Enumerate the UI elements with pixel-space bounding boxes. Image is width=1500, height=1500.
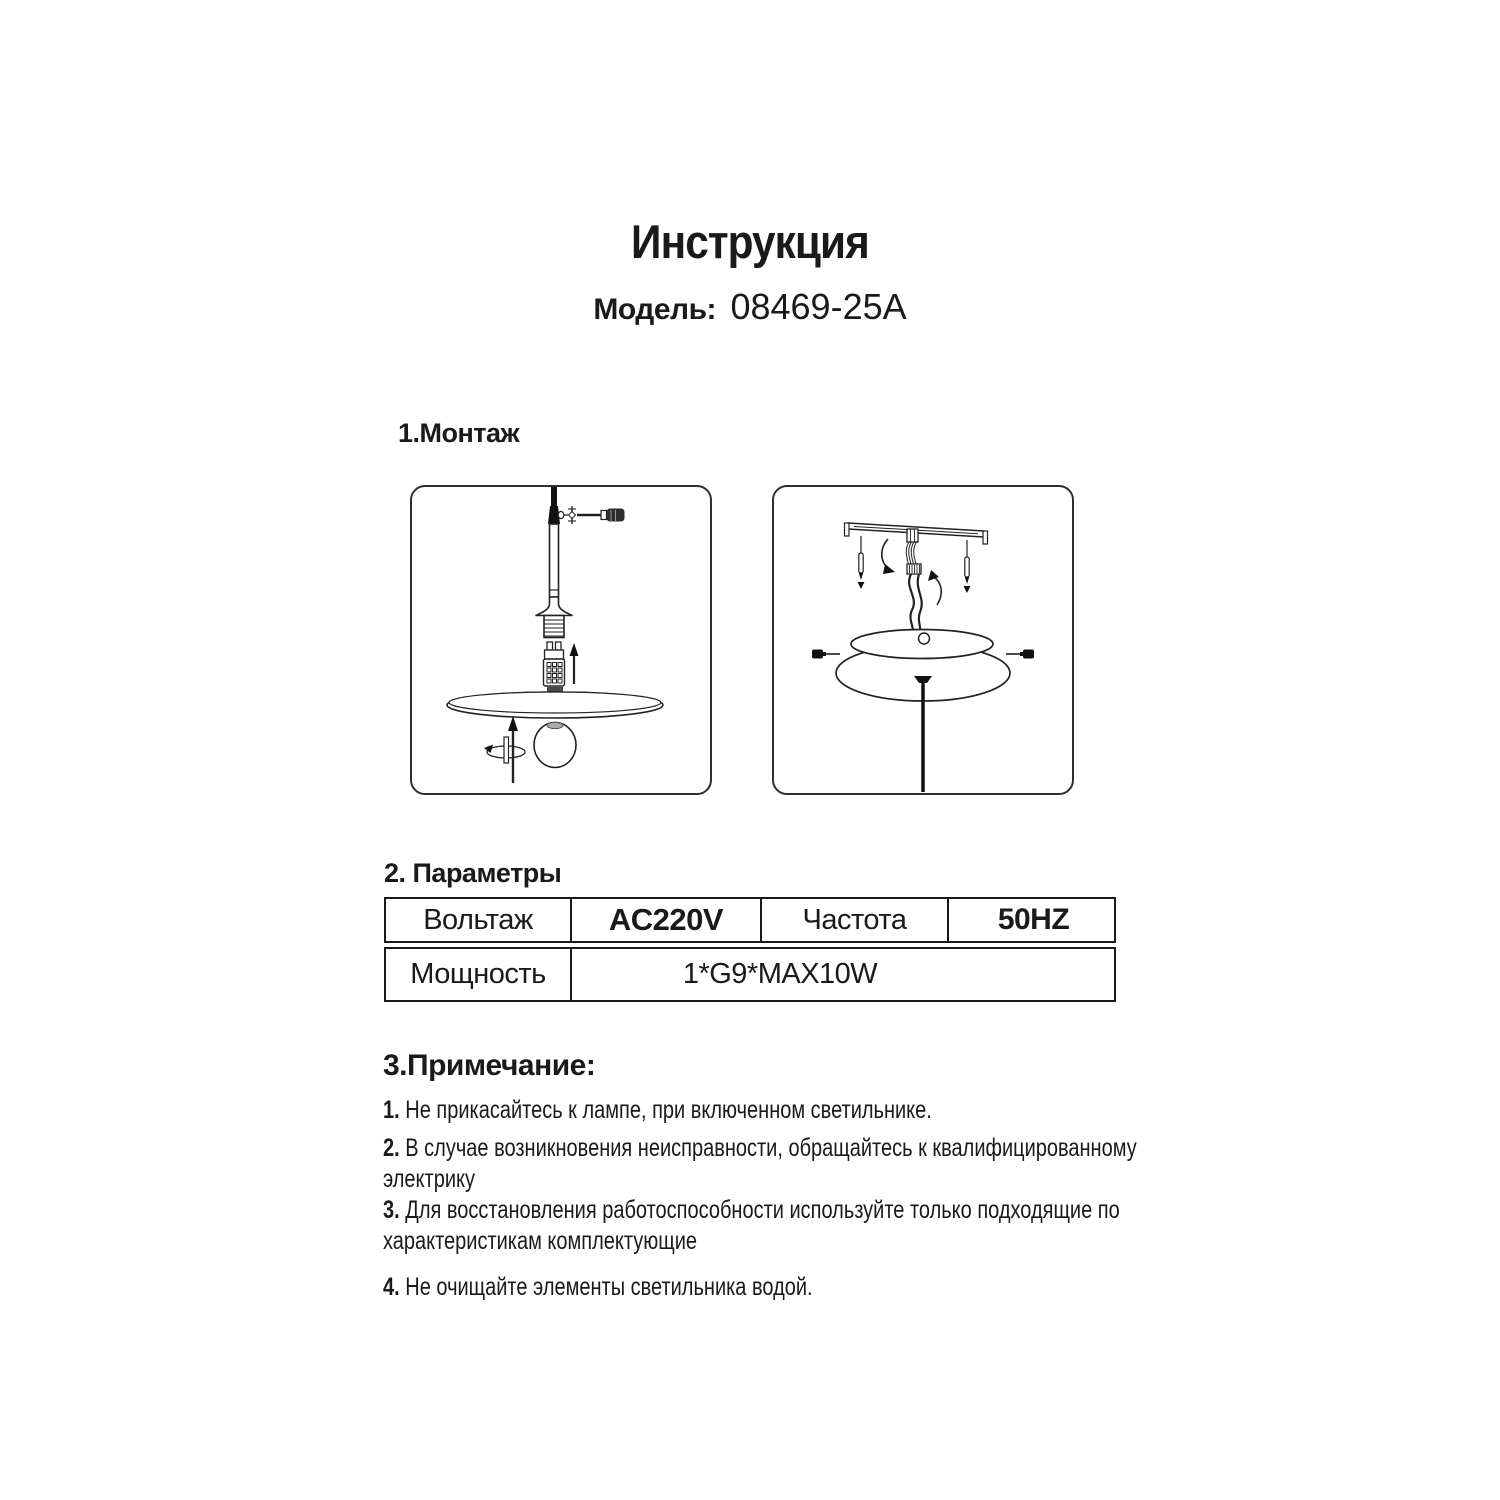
lampshade-disc [447,687,663,718]
ceiling-bracket [845,523,988,544]
note-line [383,1133,1137,1164]
pendant-assembly-diagram [410,485,712,795]
wires [906,542,921,631]
notes-section [383,1048,1183,1303]
lift-wire-arrow-icon [928,570,941,605]
voltage-label-cell: Вольтаж [423,903,533,936]
params-table-row-2 [384,947,1116,1002]
note-number: 2. [383,1134,400,1162]
twist-up-arrow-icon [508,716,518,783]
model-label: Модель: [593,293,717,326]
page-title: Инструкция [631,215,869,268]
model-line [0,286,1500,328]
note-item-3 [383,1195,1183,1257]
canopy-mounting-drawing [774,487,1072,793]
section-heading-montage: 1.Монтаж [398,418,520,448]
note-number: 1. [383,1096,400,1124]
g9-bulb-icon [544,642,565,686]
note-text: электрику [383,1165,475,1193]
voltage-value-cell: AC220V [570,899,760,941]
insert-arrow-icon [570,643,579,684]
glass-sphere [534,722,576,767]
tuck-wire-arrow-icon [882,539,895,574]
params-table-row-1 [384,897,1116,943]
lamp-socket [544,616,564,638]
note-text: Для восстановления работоспособности используйте только подходящие по [405,1196,1120,1224]
section-heading-params: 2. Параметры [384,858,562,888]
note-line [383,1164,1023,1195]
note-item-1 [383,1095,1183,1126]
hanging-screw-right [964,540,971,593]
note-item-2 [383,1133,1183,1195]
section-heading-notes: 3.Примечание: [383,1049,596,1082]
hanging-screw-left [858,536,865,589]
rotate-indicator-icon [484,737,525,763]
screwdriver-icon [558,506,624,524]
power-value-cell: 1*G9*MAX10W [570,949,1118,1000]
power-label-cell: Мощность [410,958,546,990]
canopy-mounting-diagram [772,485,1074,795]
note-line [383,1272,1023,1303]
note-line [383,1195,1120,1226]
note-line [383,1226,1023,1257]
note-number: 3. [383,1196,400,1224]
note-text: Не прикасайтесь к лампе, при включенном светильнике. [405,1096,932,1124]
pendant-assembly-drawing [412,487,710,793]
note-number: 4. [383,1273,400,1301]
model-number: 08469-25A [730,286,907,327]
frequency-value-cell: 50HZ [947,899,1118,941]
cord-and-stem [536,487,572,616]
note-line [383,1095,1023,1126]
side-screw-left [812,650,840,659]
note-text: характеристикам комплектующие [383,1227,698,1255]
note-text: В случае возникновения неисправности, обращайтесь к квалифицированному [405,1134,1137,1162]
note-text: Не очищайте элементы светильника водой. [405,1273,813,1301]
frequency-label-cell: Частота [760,899,947,941]
note-item-4 [383,1272,1183,1303]
side-screw-right [1006,650,1034,659]
